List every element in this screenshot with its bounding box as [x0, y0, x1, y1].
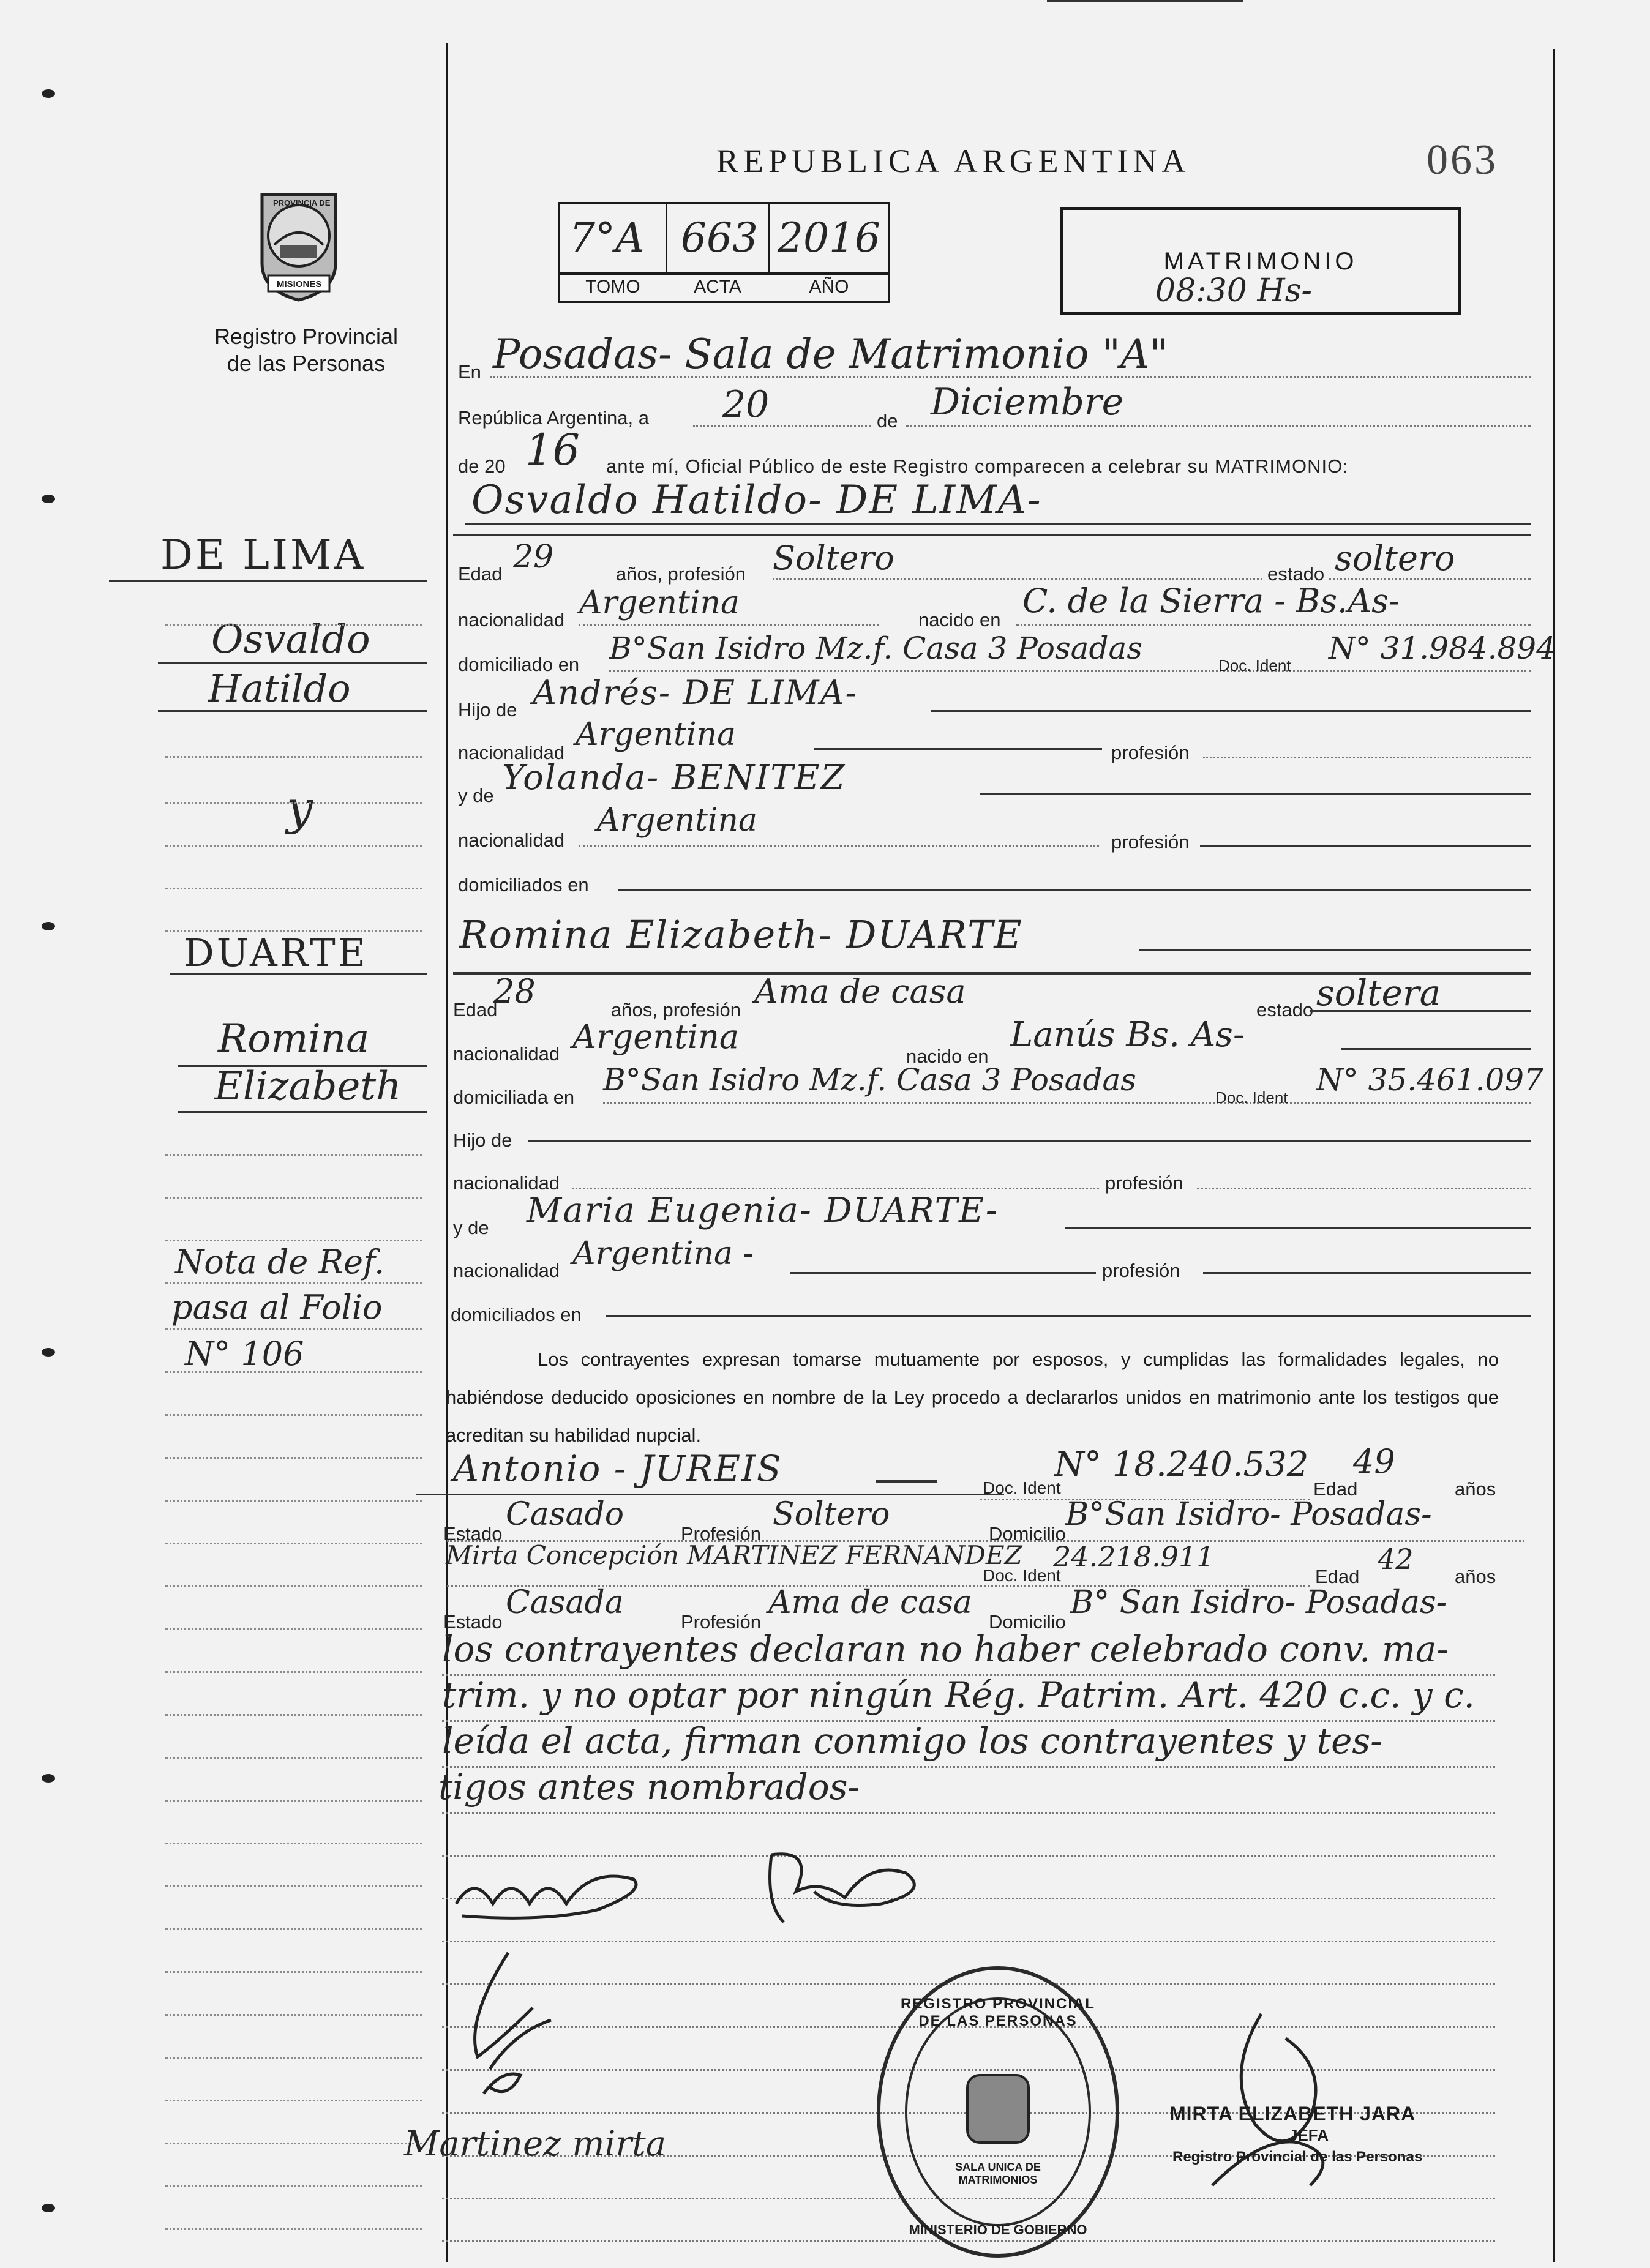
- notes-rule: [442, 1812, 1495, 1814]
- record-table-edge: [888, 275, 890, 302]
- left-margin-line: [446, 43, 448, 2262]
- groom-doc: N° 31.984.894: [1329, 631, 1556, 666]
- witness1-name-dash: [876, 1480, 937, 1483]
- witness1-anios-label: años: [1455, 1478, 1496, 1500]
- witness2-prof-label: Profesión: [681, 1611, 761, 1633]
- groom-mother-nat-label: nacionalidad: [458, 829, 565, 851]
- bride-full-name: Romina Elizabeth- DUARTE: [459, 912, 1023, 957]
- notes-rule: [442, 1674, 1495, 1676]
- groom-birthplace: C. de la Sierra - Bs.As-: [1022, 582, 1400, 620]
- margin-rule: [165, 2100, 422, 2101]
- groom-father-nat: Argentina: [576, 716, 736, 753]
- bride-age: 28: [493, 972, 536, 1011]
- groom-mother-line: [980, 793, 1531, 795]
- margin-underline: [158, 710, 427, 712]
- declaration-text: Los contrayentes expresan tomarse mutuamente por esposos, y cumplidas las formalidades legales, no habiéndose deducido oposiciones en nombre de la Ley procedo a declararlos unidos en matrimonio ante los testigos que acreditan su habilidad nupcial.: [446, 1349, 1499, 1446]
- bride-address-line: [603, 1102, 1531, 1104]
- witness1-address: B°San Isidro- Posadas-: [1065, 1496, 1432, 1533]
- margin-name-bride-1: Romina: [218, 1016, 370, 1061]
- margin-conjunction: y: [287, 780, 313, 835]
- groom-estado-line: [1329, 578, 1531, 580]
- groom-mother-prof-line: [1200, 845, 1531, 847]
- bride-birthplace-line: [1341, 1048, 1531, 1050]
- witness2-doc-label: Doc. Ident: [983, 1566, 1061, 1585]
- margin-rule: [165, 1843, 422, 1844]
- bride-mother-prof-line: [1203, 1272, 1531, 1274]
- margin-rule: [165, 1714, 422, 1716]
- month-line: [906, 425, 1531, 427]
- record-table-divider: [558, 272, 890, 274]
- margin-underline: [178, 1065, 427, 1067]
- groom-name-line-2: [453, 534, 1531, 536]
- margin-ref-note-3: N° 106: [185, 1334, 304, 1373]
- groom-father-nat-label: nacionalidad: [458, 742, 565, 763]
- margin-underline: [109, 580, 427, 582]
- margin-rule: [165, 1328, 422, 1330]
- bride-address: B°San Isidro Mz.f. Casa 3 Posadas: [603, 1062, 1136, 1098]
- groom-mother-nat: Argentina: [597, 802, 757, 839]
- bride-profession: Ama de casa: [754, 972, 966, 1011]
- groom-father-nat-line: [814, 748, 1102, 750]
- margin-rule: [165, 1885, 422, 1887]
- logo-text-top: PROVINCIA DE: [273, 198, 331, 208]
- bride-estado: soltera: [1316, 972, 1441, 1014]
- witness2-address: B° San Isidro- Posadas-: [1070, 1584, 1447, 1621]
- groom-estado: soltero: [1335, 539, 1455, 578]
- binding-hole: [42, 1774, 55, 1783]
- bride-mother-nat-label: nacionalidad: [453, 1260, 560, 1281]
- witness1-name: Antonio - JUREIS: [453, 1448, 782, 1489]
- signature-bride: [759, 1843, 943, 1934]
- groom-mother: Yolanda- BENITEZ: [502, 758, 846, 798]
- witness1-doc: N° 18.240.532: [1054, 1445, 1309, 1484]
- anio-label: AÑO: [809, 277, 849, 297]
- bride-father-prof-line: [1197, 1188, 1531, 1189]
- margin-rule: [165, 1928, 422, 1930]
- binding-hole: [42, 89, 55, 98]
- groom-name-line: [465, 523, 1531, 525]
- margin-rule: [165, 1197, 422, 1199]
- tomo-value: 7°A: [569, 214, 645, 261]
- office-name-line2: de las Personas: [227, 351, 386, 376]
- day-value: 20: [722, 383, 770, 426]
- binding-hole: [42, 922, 55, 930]
- bride-parents-dom-line: [606, 1315, 1531, 1317]
- official-seal: [869, 1959, 1127, 2265]
- bride-profession-line: [1047, 0, 1243, 2]
- year-suffix: 16: [525, 425, 580, 475]
- groom-father-line: [931, 710, 1531, 712]
- groom-nac-label: nacionalidad: [458, 609, 565, 631]
- bride-anios-prof-label: años, profesión: [611, 999, 741, 1020]
- bride-parents-dom-label: domiciliados en: [451, 1304, 582, 1325]
- republica-label: República Argentina, a: [458, 407, 649, 429]
- month-de-label: de: [877, 410, 898, 432]
- groom-father-prof-label: profesión: [1111, 742, 1190, 763]
- groom-father: Andrés- DE LIMA-: [533, 673, 858, 712]
- groom-father-prof-line: [1203, 757, 1531, 758]
- binding-hole: [42, 495, 55, 503]
- binding-hole: [42, 2204, 55, 2212]
- groom-birthplace-line: [1016, 624, 1531, 626]
- margin-rule: [165, 930, 422, 932]
- groom-profession-line: [773, 578, 1262, 580]
- seal-inner-text: SALA UNICA DE MATRIMONIOS: [955, 2161, 1041, 2186]
- bride-name-line: [1139, 949, 1531, 951]
- acta-label: ACTA: [694, 277, 741, 297]
- witness1-doc-label: Doc. Ident: [983, 1478, 1061, 1497]
- groom-anios-prof-label: años, profesión: [616, 563, 746, 585]
- groom-nationality: Argentina: [579, 585, 740, 621]
- bride-hijo-label: Hijo de: [453, 1129, 512, 1151]
- bride-nac-label: nacionalidad: [453, 1043, 560, 1065]
- margin-rule: [165, 1282, 422, 1284]
- margin-rule: [165, 1800, 422, 1802]
- margin-underline: [170, 973, 427, 975]
- bride-father-nat-line: [572, 1188, 1099, 1189]
- signature-witness-1: [453, 1947, 594, 2106]
- place-value: Posadas- Sala de Matrimonio "A": [493, 331, 1168, 378]
- witness1-edad-label: Edad: [1313, 1478, 1358, 1500]
- margin-rule: [165, 1414, 422, 1416]
- witness2-anios-label: años: [1455, 1566, 1496, 1587]
- officer-stamp-title: JEFA: [1289, 2126, 1329, 2144]
- logo-text-bottom: MISIONES: [277, 279, 322, 290]
- officer-stamp-name: MIRTA ELIZABETH JARA: [1169, 2103, 1416, 2125]
- bride-nacido-label: nacido en: [906, 1046, 989, 1067]
- acta-value: 663: [681, 214, 758, 261]
- page-number: 063: [1427, 137, 1498, 184]
- officer-stamp-office: Registro Provincial de las Personas: [1172, 2149, 1423, 2165]
- groom-estado-label: estado: [1267, 563, 1325, 585]
- margin-rule: [165, 845, 422, 847]
- bride-mother: Maria Eugenia- DUARTE-: [527, 1191, 999, 1230]
- margin-rule: [165, 756, 422, 758]
- witness1-age: 49: [1353, 1442, 1395, 1481]
- ceremony-time: 08:30 Hs-: [1155, 272, 1312, 309]
- country-heading: REPUBLICA ARGENTINA: [716, 143, 1191, 179]
- groom-profession: Soltero: [773, 539, 894, 577]
- margin-rule: [165, 1543, 422, 1544]
- witness1-estado: Casado: [506, 1496, 624, 1533]
- margin-underline: [178, 1111, 427, 1113]
- margin-name-groom-2: Hatildo: [208, 666, 351, 711]
- tomo-label: TOMO: [585, 277, 640, 297]
- groom-nacido-label: nacido en: [918, 609, 1001, 631]
- notes-line-3: leída el acta, firman conmigo los contrayentes y tes-: [442, 1720, 1382, 1762]
- bride-dom-label: domiciliada en: [453, 1087, 575, 1108]
- groom-hijo-label: Hijo de: [458, 699, 517, 720]
- witness-signature-name: Martinez mirta: [404, 2124, 667, 2164]
- binding-hole: [42, 1348, 55, 1357]
- groom-age: 29: [513, 539, 554, 575]
- margin-rule: [165, 1671, 422, 1673]
- bride-mother-prof-label: profesión: [1102, 1260, 1180, 1281]
- groom-parents-dom-line: [618, 889, 1531, 891]
- notes-rule: [442, 1720, 1495, 1722]
- bride-doc: N° 35.461.097: [1316, 1062, 1543, 1098]
- margin-ref-note-1: Nota de Ref.: [175, 1243, 385, 1281]
- margin-rule: [165, 1457, 422, 1459]
- groom-dom-label: domiciliado en: [458, 654, 580, 675]
- groom-mother-prof-label: profesión: [1111, 831, 1190, 853]
- witness2-doc: 24.218.911: [1053, 1540, 1215, 1573]
- bride-doc-label: Doc. Ident: [1215, 1088, 1288, 1107]
- record-table-edge: [558, 275, 560, 302]
- margin-rule: [165, 1757, 422, 1759]
- bride-father-line: [528, 1140, 1531, 1142]
- witness2-name: Mirta Concepción MARTINEZ FERNANDEZ: [446, 1540, 1022, 1570]
- groom-doc-label: Doc. Ident: [1218, 656, 1291, 675]
- notes-rule: [442, 1941, 1495, 1942]
- margin-rule: [165, 2185, 422, 2187]
- matrimonio-box: [1060, 207, 1461, 315]
- seal-ring-text: REGISTRO PROVINCIAL DE LAS PERSONAS: [900, 1996, 1096, 2029]
- witness2-profession: Ama de casa: [768, 1584, 972, 1621]
- bride-mother-nat: Argentina -: [572, 1235, 754, 1272]
- witness1-dom-label: Domicilio: [989, 1523, 1066, 1544]
- office-name-line1: Registro Provincial: [214, 324, 399, 349]
- witness2-estado: Casada: [506, 1584, 624, 1621]
- margin-rule: [165, 1154, 422, 1156]
- witness2-age: 42: [1378, 1543, 1414, 1576]
- bride-father-nat-label: nacionalidad: [453, 1172, 560, 1194]
- margin-rule: [165, 1585, 422, 1587]
- witness1-prof-label: Profesión: [681, 1523, 761, 1544]
- margin-rule: [165, 888, 422, 889]
- margin-rule: [165, 2143, 422, 2144]
- bride-estado-label: estado: [1256, 999, 1314, 1020]
- groom-nationality-line: [579, 624, 879, 626]
- right-margin-line: [1553, 49, 1555, 2262]
- notes-line-1: los contrayentes declaran no haber celebrado conv. ma-: [442, 1628, 1449, 1670]
- margin-rule: [165, 2057, 422, 2059]
- bride-mother-line: [1065, 1227, 1531, 1229]
- intro-sentence: ante mí, Oficial Público de este Registro comparecen a celebrar su MATRIMONIO:: [606, 455, 1349, 477]
- margin-rule: [165, 2228, 422, 2230]
- witness1-estado-label: Estado: [443, 1523, 503, 1544]
- groom-full-name: Osvaldo Hatildo- DE LIMA-: [471, 477, 1042, 523]
- bride-mother-nat-line: [790, 1272, 1096, 1274]
- margin-surname-bride: DUARTE: [184, 930, 369, 975]
- anio-value: 2016: [778, 214, 880, 261]
- notes-line-4: tigos antes nombrados-: [438, 1766, 860, 1808]
- seal-bottom-text: MINISTERIO DE GOBIERNO: [909, 2222, 1087, 2237]
- signature-groom: [450, 1855, 658, 1928]
- year-prefix: de 20: [458, 455, 506, 477]
- witness2-edad-label: Edad: [1315, 1566, 1360, 1587]
- day-line: [693, 425, 871, 427]
- matrimonio-label: MATRIMONIO: [1163, 248, 1358, 275]
- bride-birthplace: Lanús Bs. As-: [1010, 1015, 1245, 1055]
- notes-line-2: trim. y no optar por ningún Rég. Patrim. Art. 420 c.c. y c.: [442, 1674, 1475, 1716]
- en-label: En: [458, 361, 481, 383]
- bride-nationality: Argentina: [572, 1017, 740, 1056]
- month-value: Diciembre: [931, 381, 1124, 424]
- margin-rule: [165, 2014, 422, 2016]
- witness2-estado-label: Estado: [443, 1611, 503, 1633]
- office-name: [184, 323, 429, 377]
- bride-father-prof-label: profesión: [1105, 1172, 1183, 1194]
- margin-name-bride-2: Elizabeth: [214, 1064, 402, 1109]
- witness1-name-line: [416, 1494, 1004, 1495]
- margin-ref-note-2: pasa al Folio: [171, 1288, 383, 1327]
- witness2-dom-label: Domicilio: [989, 1611, 1066, 1633]
- margin-rule: [165, 802, 422, 804]
- notes-rule: [442, 1766, 1495, 1768]
- margin-rule: [165, 1628, 422, 1630]
- record-table-bottom: [558, 301, 890, 303]
- groom-parents-dom-label: domiciliados en: [458, 874, 589, 896]
- margin-rule: [165, 1971, 422, 1973]
- groom-mother-nat-line: [579, 845, 1099, 847]
- groom-address-line: [609, 670, 1531, 672]
- margin-rule: [165, 1371, 422, 1373]
- province-logo: [250, 184, 348, 306]
- margin-rule: [165, 1500, 422, 1502]
- groom-address: B°San Isidro Mz.f. Casa 3 Posadas: [609, 631, 1142, 666]
- groom-yde-label: y de: [458, 785, 494, 806]
- margin-name-groom-1: Osvaldo: [211, 617, 370, 662]
- margin-rule: [165, 624, 422, 626]
- margin-surname-groom: DE LIMA: [160, 531, 366, 578]
- margin-rule: [165, 1240, 422, 1241]
- signature-officer: [1188, 2002, 1371, 2198]
- bride-yde-label: y de: [453, 1217, 489, 1238]
- margin-underline: [158, 662, 427, 664]
- groom-edad-label: Edad: [458, 563, 503, 585]
- bride-edad-label: Edad: [453, 999, 498, 1020]
- witness1-profession: Soltero: [773, 1496, 890, 1533]
- bride-estado-line: [1310, 1010, 1531, 1012]
